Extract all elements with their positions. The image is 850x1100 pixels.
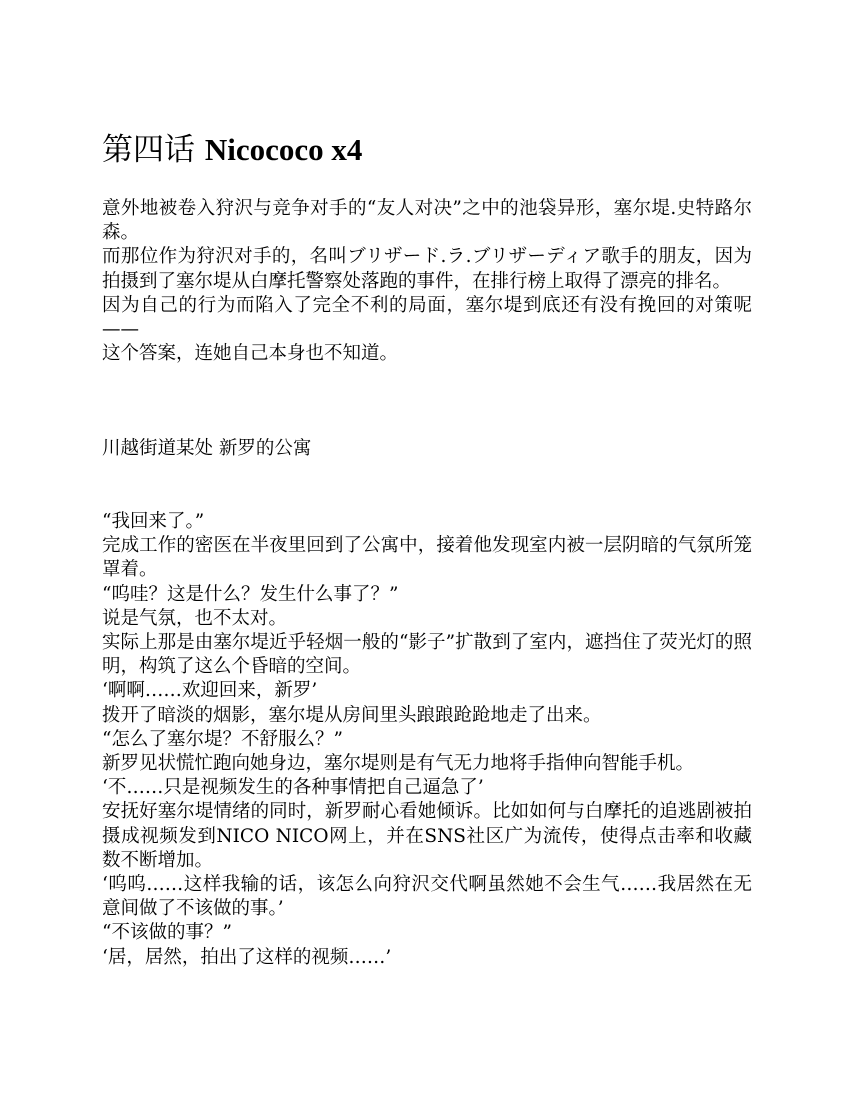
intro-paragraph: 而那位作为狩沢对手的，名叫ブリザード.ラ.ブリザーディア歌手的朋友，因为拍摄到了塞尔堤从白摩托警察处落跑的事件，在排行榜上取得了漂亮的排名。 <box>102 246 752 292</box>
story-paragraph: 安抚好塞尔堤情绪的同时，新罗耐心看她倾诉。比如如何与白摩托的追逃剧被拍摄成视频发到NICO NICO网上，并在SNS社区广为流传，使得点击率和收藏数不断增加。 <box>102 801 752 871</box>
story-paragraph: “不该做的事？” <box>102 922 232 944</box>
story-paragraph: “呜哇？这是什么？发生什么事了？” <box>102 583 399 605</box>
intro-section <box>102 197 752 366</box>
story-paragraph: ‘不……只是视频发生的各种事情把自己逼急了’ <box>102 777 484 799</box>
story-paragraph: 拨开了暗淡的烟影，塞尔堤从房间里头踉踉跄跄地走了出来。 <box>102 704 602 726</box>
chapter-title-latin: Nicococo x4 <box>204 132 363 167</box>
story-paragraph: 实际上那是由塞尔堤近乎轻烟一般的“影子”扩散到了室内，遮挡住了荧光灯的照明，构筑了这么个昏暗的空间。 <box>102 632 752 678</box>
story-paragraph: ‘啊啊……欢迎回来，新罗’ <box>102 680 318 702</box>
scene-location: 川越街道某处 新罗的公寓 <box>102 438 312 459</box>
intro-paragraph: 这个答案，连她自己本身也不知道。 <box>102 343 399 365</box>
chapter-title-cn: 第四话 <box>102 132 205 168</box>
story-paragraph: 说是气氛，也不太对。 <box>102 607 288 629</box>
story-paragraph: ‘居，居然，拍出了这样的视频……’ <box>102 946 392 968</box>
story-paragraph: ‘呜呜……这样我输的话，该怎么向狩沢交代啊虽然她不会生气……我居然在无意间做了不该做的事。’ <box>102 874 752 920</box>
story-paragraph: 新罗见状慌忙跑向她身边，塞尔堤则是有气无力地将手指伸向智能手机。 <box>102 753 695 775</box>
intro-paragraph: 意外地被卷入狩沢与竞争对手的“友人对决”之中的池袋异形，塞尔堤.史特路尔森。 <box>102 198 752 244</box>
story-paragraph: “我回来了。” <box>102 511 205 532</box>
intro-paragraph: 因为自己的行为而陷入了完全不利的局面，塞尔堤到底还有没有挽回的对策呢—— <box>102 294 752 341</box>
story-paragraph: 完成工作的密医在半夜里回到了公寓中，接着他发现室内被一层阴暗的气氛所笼罩着。 <box>102 535 752 581</box>
story-paragraph: “怎么了塞尔堤？不舒服么？” <box>102 728 343 750</box>
chapter-title <box>102 131 362 169</box>
story-section <box>102 510 752 970</box>
